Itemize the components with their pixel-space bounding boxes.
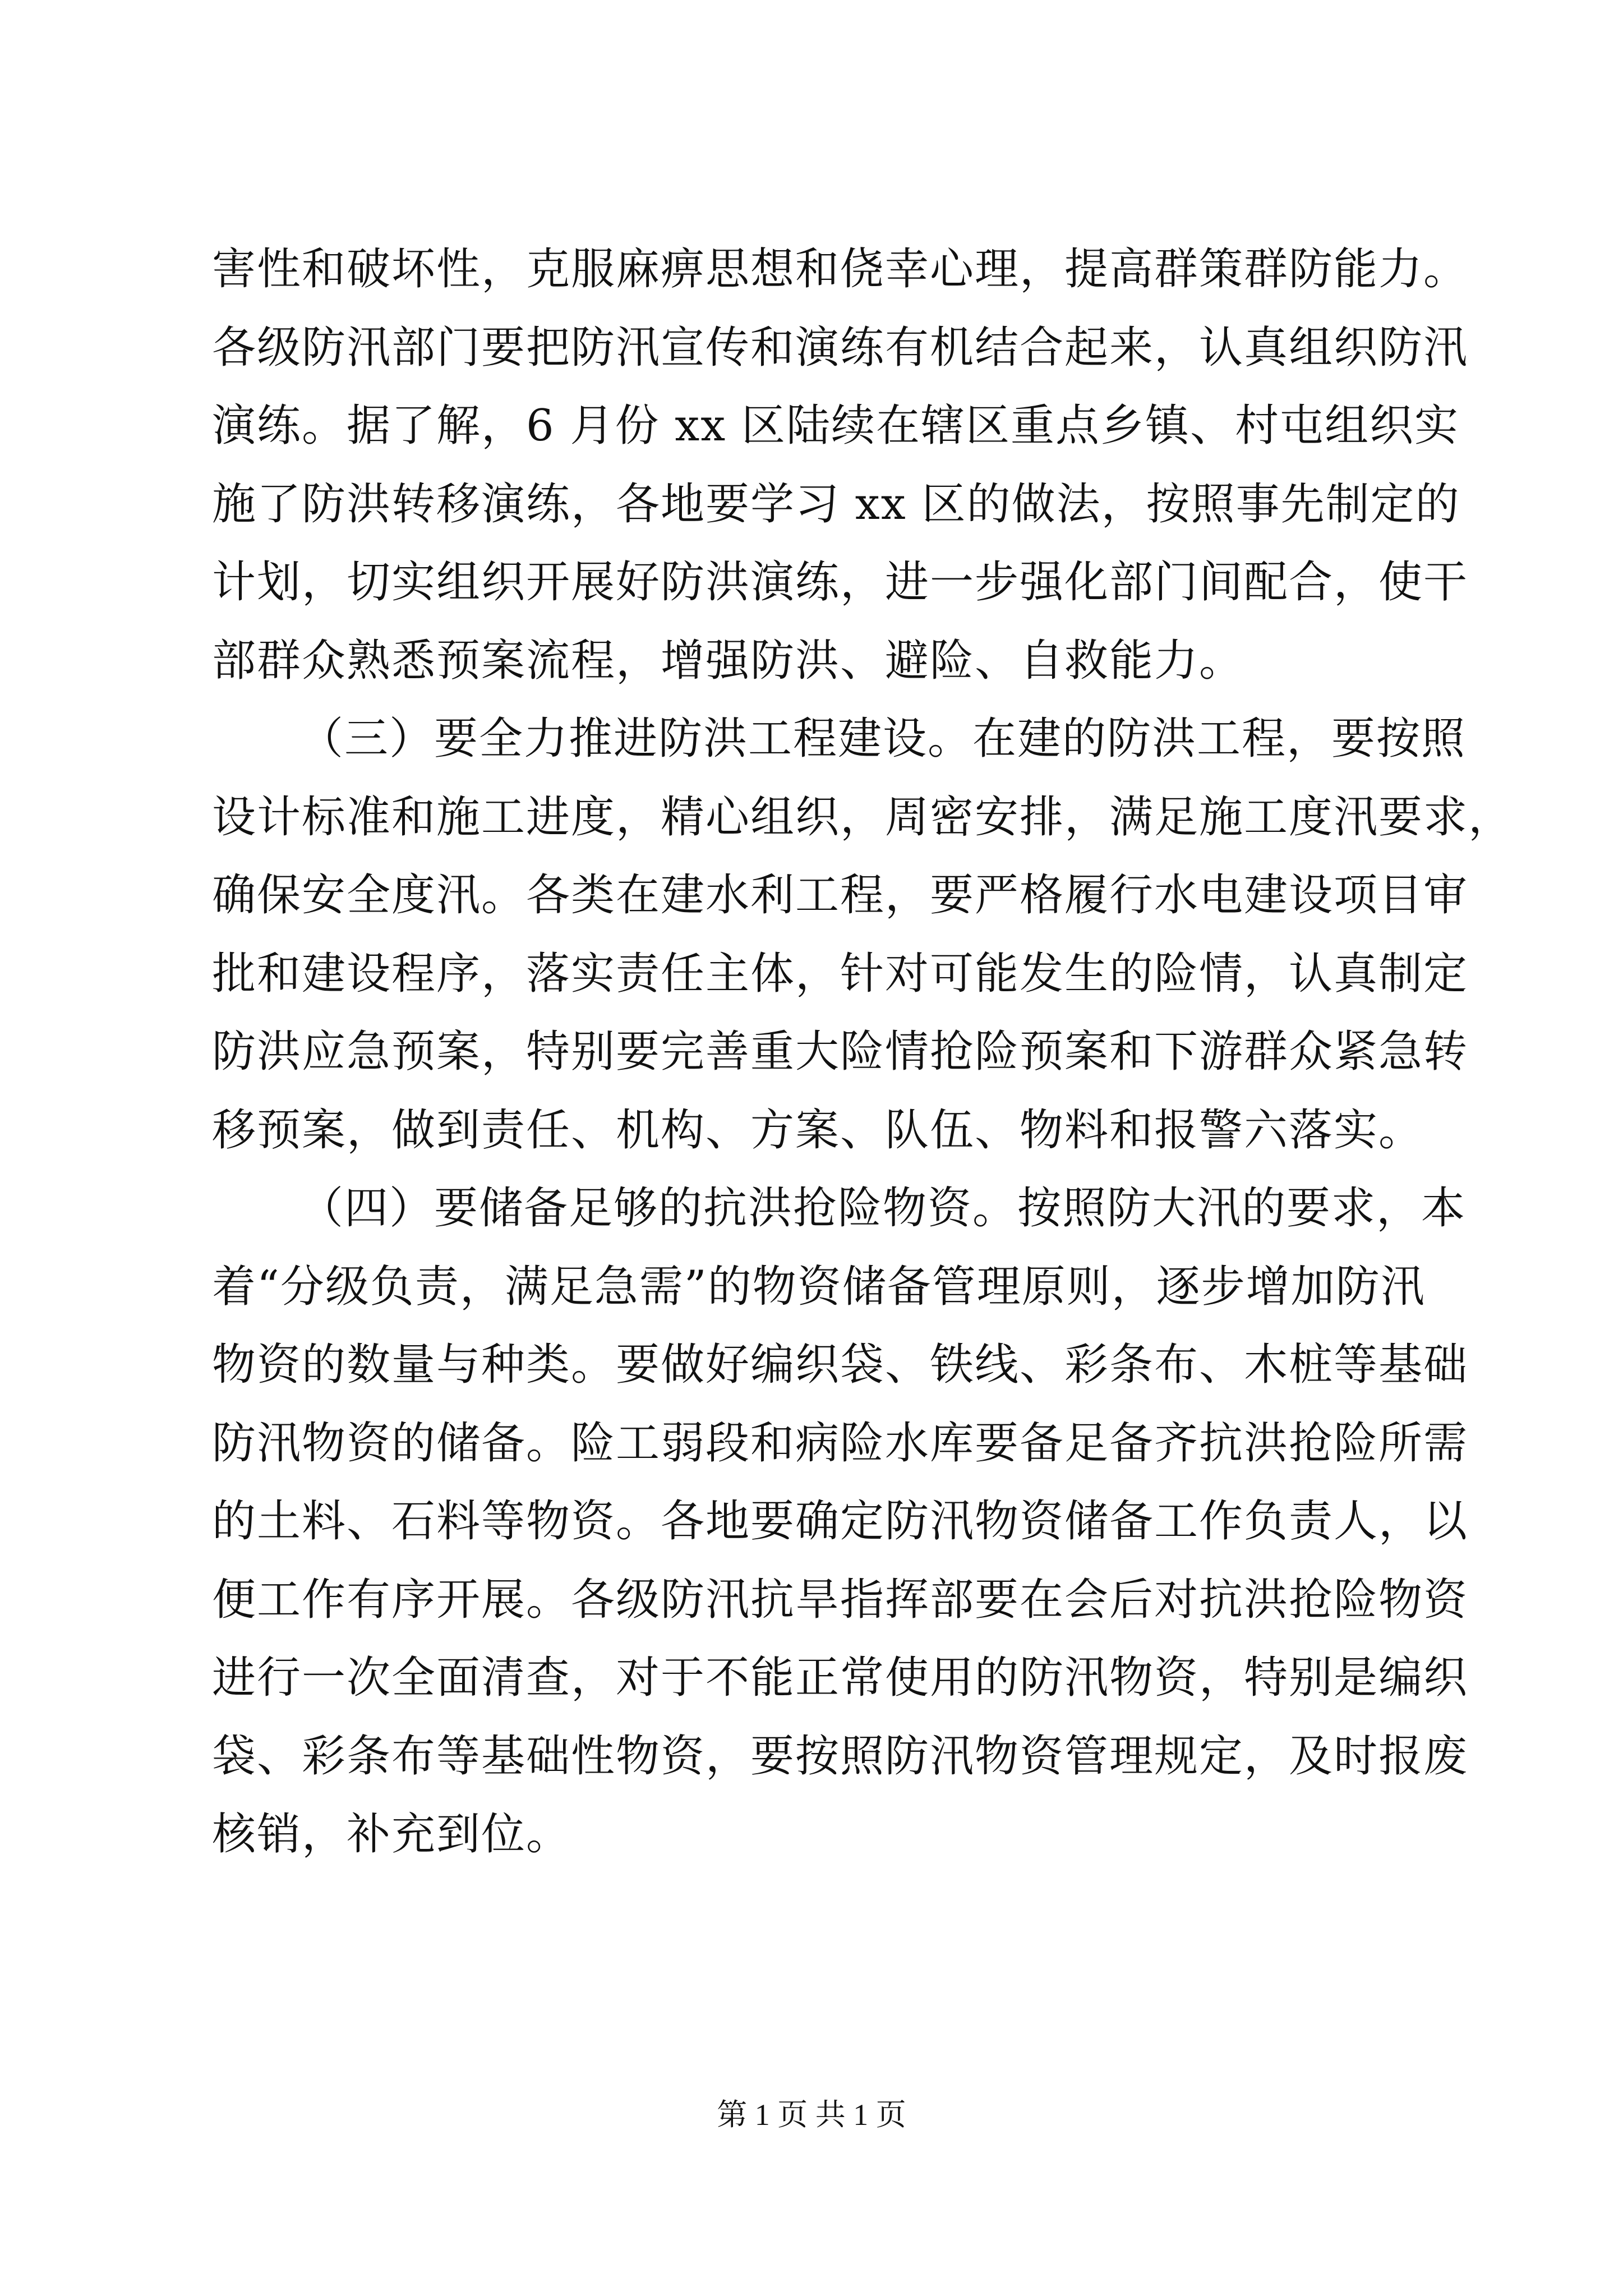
section-heading-line: （四）要储备足够的抗洪抢险物资。按照防大汛的要求，本 (299, 1183, 1467, 1234)
body-text-line: 着“分级负责，满足急需”的物资储备管理原则，逐步增加防汛 (212, 1262, 1426, 1312)
body-text-line: 进行一次全面清查，对于不能正常使用的防汛物资，特别是编织 (212, 1653, 1469, 1703)
body-text-line: 移预案，做到责任、机构、方案、队伍、物料和报警六落实。 (212, 1105, 1424, 1156)
body-text-line: 计划，切实组织开展好防洪演练，进一步强化部门间配合，使干 (212, 557, 1469, 608)
body-text-line: 演练。据了解，6 月份 xx 区陆续在辖区重点乡镇、村屯组织实 (212, 401, 1459, 451)
body-text-line: 防汛物资的储备。险工弱段和病险水库要备足备齐抗洪抢险所需 (212, 1418, 1469, 1469)
body-text-line: 施了防洪转移演练，各地要学习 xx 区的做法，按照事先制定的 (212, 479, 1460, 530)
body-text-line: 物资的数量与种类。要做好编织袋、铁线、彩条布、木桩等基础 (212, 1340, 1469, 1390)
body-text-line: 袋、彩条布等基础性物资，要按照防汛物资管理规定，及时报废 (212, 1731, 1469, 1782)
body-text-line: 部群众熟悉预案流程，增强防洪、避险、自救能力。 (212, 636, 1244, 686)
body-text-line: 核销，补充到位。 (212, 1809, 571, 1860)
body-text-line: 便工作有序开展。各级防汛抗旱指挥部要在会后对抗洪抢险物资 (212, 1575, 1469, 1625)
body-text-line: 各级防汛部门要把防汛宣传和演练有机结合起来，认真组织防汛 (212, 323, 1469, 373)
body-text-line: 批和建设程序，落实责任主体，针对可能发生的险情，认真制定 (212, 949, 1469, 999)
body-text-line: 的土料、石料等物资。各地要确定防汛物资储备工作负责人，以 (212, 1496, 1469, 1547)
body-text-line: 确保安全度汛。各类在建水利工程，要严格履行水电建设项目审 (212, 870, 1469, 921)
body-text-line: 害性和破坏性，克服麻痹思想和侥幸心理，提高群策群防能力。 (212, 244, 1469, 295)
body-text-line: 防洪应急预案，特别要完善重大险情抢险预案和下游群众紧急转 (212, 1027, 1469, 1077)
page-number-footer: 第 1 页 共 1 页 (717, 2098, 906, 2132)
body-text-line: 设计标准和施工进度，精心组织，周密安排，满足施工度汛要求， (212, 792, 1514, 843)
section-heading-line: （三）要全力推进防洪工程建设。在建的防洪工程，要按照 (299, 714, 1467, 764)
